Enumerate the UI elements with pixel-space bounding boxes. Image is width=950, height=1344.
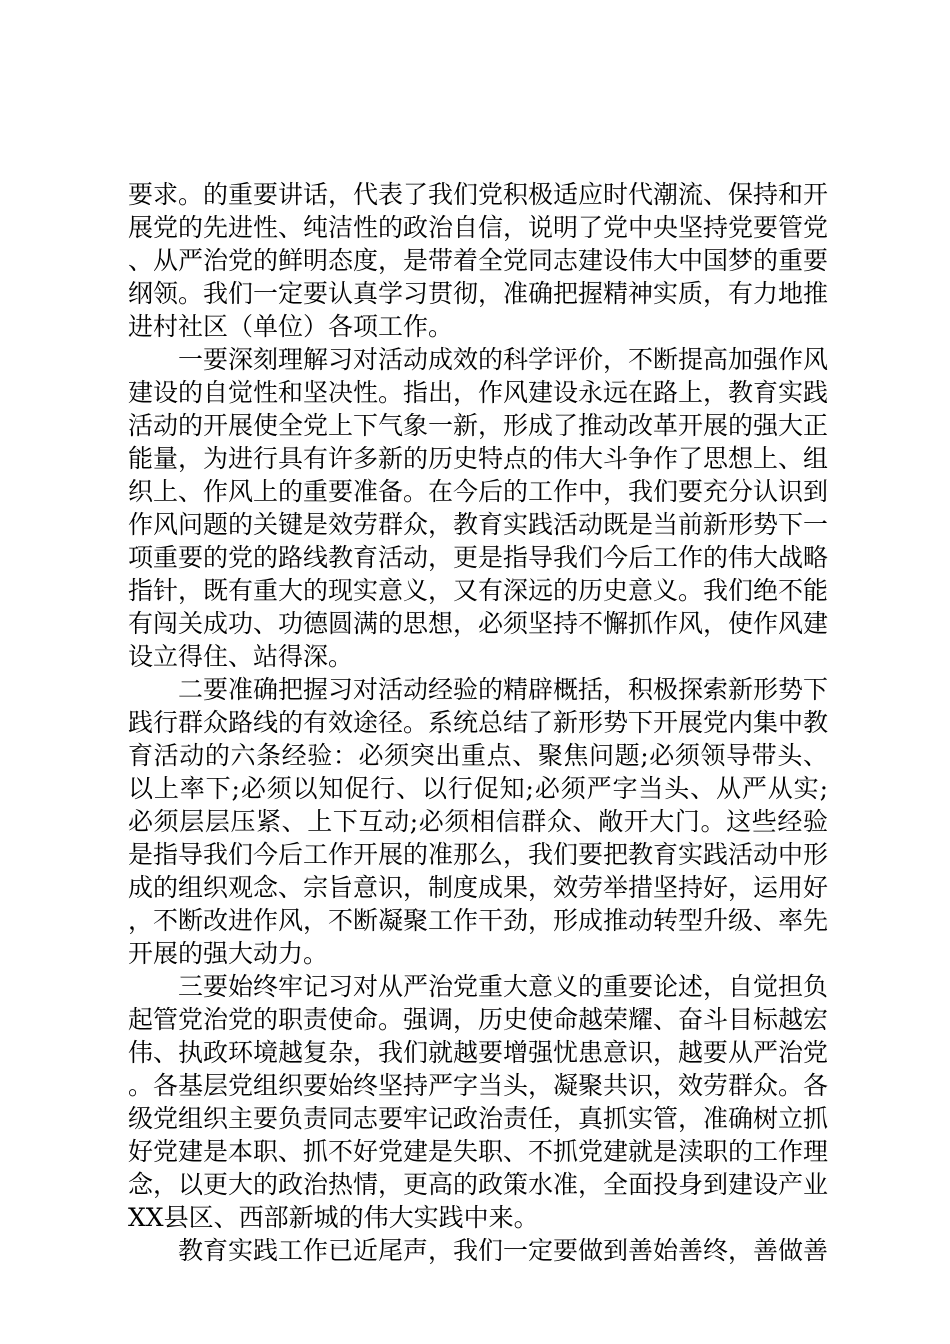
paragraph-closing: 教育实践工作已近尾声，我们一定要做到善始善终，善做善 — [178, 1236, 829, 1265]
document-body — [128, 178, 828, 1267]
paragraph-point-two: 二要准确把握习对活动经验的精辟概括，积极探索新形势下践行群众路线的有效途径。系统总结了新形势下开展党内集中教育活动的六条经验：必须突出重点、聚焦问题;必须领导带头、以上率下;必须以知促行、以行促知;必须严字当头、从严从实;必须层层压紧、上下互动;必须相信群众、敞开大门。这些经验是指导我们今后工作开展的准那么，我们要把教育实践活动中形成的组织观念、宗旨意识，制度成果，效劳举措坚持好，运用好，不断改进作风，不断凝聚工作干劲，形成推动转型升级、率先开展的强大动力。 — [128, 675, 829, 968]
paragraph-point-one: 一要深刻理解习对活动成效的科学评价，不断提高加强作风建设的自觉性和坚决性。指出，作风建设永远在路上，教育实践活动的开展使全党上下气象一新，形成了推动改革开展的强大正能量，为进行具有许多新的历史特点的伟大斗争作了思想上、组织上、作风上的重要准备。在今后的工作中，我们要充分认识到作风问题的关键是效劳群众，教育实践活动既是当前新形势下一项重要的党的路线教育活动，更是指导我们今后工作的伟大战略指针，既有重大的现实意义，又有深远的历史意义。我们绝不能有闯关成功、功德圆满的思想，必须坚持不懈抓作风，使作风建设立得住、站得深。 — [128, 345, 829, 671]
paragraph-continuation: 要求。的重要讲话，代表了我们党积极适应时代潮流、保持和开展党的先进性、纯洁性的政治自信，说明了党中央坚持党要管党、从严治党的鲜明态度，是带着全党同志建设伟大中国梦的重要纲领。我们一定要认真学习贯彻，准确把握精神实质，有力地推进村社区（单位）各项工作。 — [128, 180, 829, 341]
paragraph-point-three: 三要始终牢记习对从严治党重大意义的重要论述，自觉担负起管党治党的职责使命。强调，历史使命越荣耀、奋斗目标越宏伟、执政环境越复杂，我们就越要增强忧患意识，越要从严治党。各基层党组织要始终坚持严字当头，凝聚共识，效劳群众。各级党组织主要负责同志要牢记政治责任，真抓实管，准确树立抓好党建是本职、抓不好党建是失职、不抓党建就是渎职的工作理念，以更大的政治热情，更高的政策水准，全面投身到建设产业XX县区、西部新城的伟大实践中来。 — [128, 972, 829, 1232]
